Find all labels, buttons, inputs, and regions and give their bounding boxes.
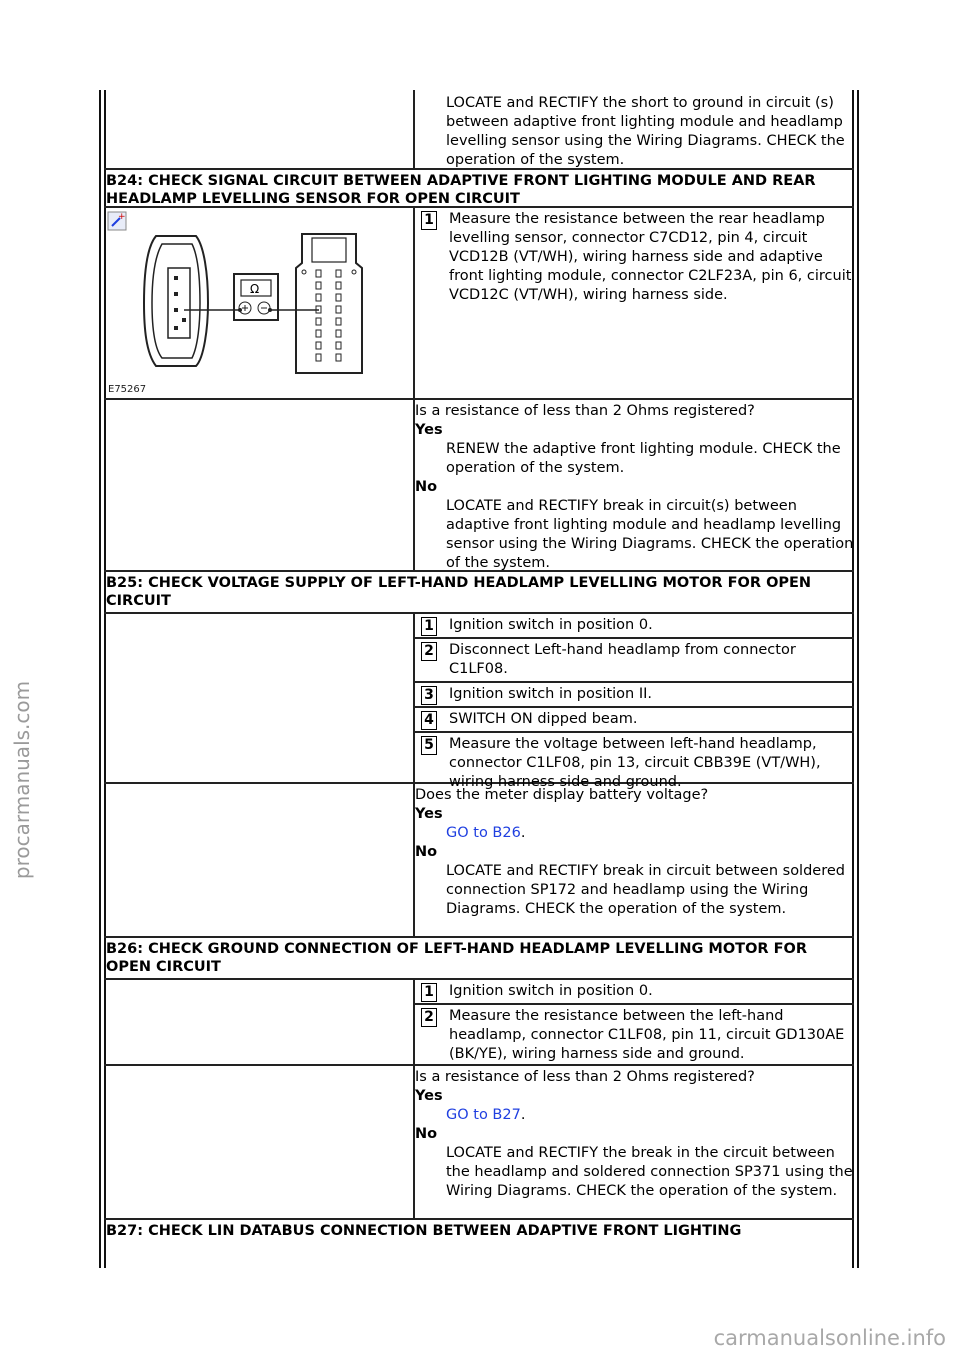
no-text: LOCATE and RECTIFY break in circuit(s) between adaptive front lighting module and headlamp levelling sensor using the Wiring Diagrams. CHECK the operation of the system. (446, 498, 854, 571)
b27-header: B27: CHECK LIN DATABUS CONNECTION BETWEEN ADAPTIVE FRONT LIGHTING (106, 1223, 742, 1239)
b26-steps (415, 980, 854, 1064)
no-text: LOCATE and RECTIFY the break in the circuit between the headlamp and soldered connection SP371 using the Wiring Diagrams. CHECK the operation of the system. (446, 1145, 853, 1199)
b25-steps (415, 614, 854, 790)
yes-label: Yes (415, 806, 443, 822)
b24-figure (104, 208, 415, 398)
b25-step-2 (415, 639, 854, 683)
yes-text: RENEW the adaptive front lighting module. CHECK the operation of the system. (446, 441, 841, 476)
no-label: No (415, 844, 438, 860)
step-number: 1 (421, 617, 437, 636)
step-number: 4 (421, 711, 437, 730)
diagnostic-table (104, 90, 854, 1240)
step-text: SWITCH ON dipped beam. (449, 711, 638, 727)
b25-step-1 (415, 614, 854, 639)
b26-step-1 (415, 980, 854, 1005)
svg-text:+: + (118, 212, 126, 222)
step-text: Ignition switch in position 0. (449, 983, 653, 999)
yes-label: Yes (415, 422, 443, 438)
b25-step-4 (415, 708, 854, 733)
no-text: LOCATE and RECTIFY break in circuit between soldered connection SP172 and headlamp using the Wiring Diagrams. CHECK the operation of the system. (446, 863, 845, 917)
step-text: Measure the voltage between left-hand headlamp, connector C1LF08, pin 13, circuit CBB39E (VT/WH), wiring harness side and ground. (449, 736, 821, 790)
b25-header: B25: CHECK VOLTAGE SUPPLY OF LEFT-HAND HEADLAMP LEVELLING MOTOR FOR OPEN CIRCUIT (104, 572, 854, 614)
no-label: No (415, 479, 438, 495)
right-page-rule-outer (857, 90, 859, 1268)
step-text: Measure the resistance between the rear headlamp levelling sensor, connector C7CD12, pin 4, circuit VCD12B (VT/WH), wiring harness side and adaptive front lighting module, connector C2LF23A, pin 6, circuit VCD12C (VT/WH), wiring harness side. (449, 211, 852, 303)
b24-result (415, 400, 854, 570)
wiring-diagram-figure (104, 208, 409, 398)
b26-result (415, 1066, 854, 1218)
b25-step-3 (415, 683, 854, 708)
b24-header: B24: CHECK SIGNAL CIRCUIT BETWEEN ADAPTIVE FRONT LIGHTING MODULE AND REAR HEADLAMP LEVELLING SENSOR FOR OPEN CIRCUIT (104, 170, 854, 208)
b26-header: B26: CHECK GROUND CONNECTION OF LEFT-HAND HEADLAMP LEVELLING MOTOR FOR OPEN CIRCUIT (104, 938, 854, 980)
no-label: No (415, 1126, 438, 1142)
ohm-symbol: Ω (250, 282, 260, 296)
bottom-watermark: carmanualsonline.info (713, 1326, 946, 1350)
step-text: Ignition switch in position II. (449, 686, 653, 702)
step-number: 3 (421, 686, 437, 705)
question: Does the meter display battery voltage? (415, 787, 709, 803)
go-to-b27-link[interactable]: GO to B27 (446, 1107, 521, 1123)
b25-result (415, 784, 854, 936)
yes-action: GO to B26. (446, 825, 526, 841)
step-text: Measure the resistance between the left-hand headlamp, connector C1LF08, pin 11, circuit GD130AE (BK/YE), wiring harness side and ground. (449, 1008, 845, 1062)
b25-result-row (104, 784, 854, 938)
go-to-b26-link[interactable]: GO to B26 (446, 825, 521, 841)
b24-result-row (104, 400, 854, 572)
b24-step-1 (415, 208, 854, 307)
b24-step-row (104, 208, 854, 400)
step-number: 2 (421, 1008, 437, 1027)
step-number: 1 (421, 211, 437, 230)
question: Is a resistance of less than 2 Ohms registered? (415, 403, 755, 419)
step-number: 2 (421, 642, 437, 661)
step-number: 5 (421, 736, 437, 755)
left-page-rule-outer (99, 90, 101, 1268)
b26-step-2 (415, 1005, 854, 1066)
sensor-connector-outline (144, 236, 208, 366)
b25-steps-row (104, 614, 854, 790)
b26-steps-row (104, 980, 854, 1066)
module-connector-outline (296, 234, 362, 373)
top-continuation-row (104, 90, 854, 170)
top-cell-text: LOCATE and RECTIFY the short to ground in circuit (s) between adaptive front lighting module and headlamp levelling sensor using the Wiring Diagrams. CHECK the operation of the system. (446, 95, 845, 168)
question: Is a resistance of less than 2 Ohms registered? (415, 1069, 755, 1085)
step-text: Disconnect Left-hand headlamp from connector C1LF08. (449, 642, 796, 677)
step-text: Ignition switch in position 0. (449, 617, 653, 633)
b26-result-row (104, 1066, 854, 1220)
yes-label: Yes (415, 1088, 443, 1104)
step-number: 1 (421, 983, 437, 1002)
yes-action: GO to B27. (446, 1107, 526, 1123)
side-watermark: procarmanuals.com (10, 680, 34, 880)
figure-label: E75267 (108, 384, 147, 395)
